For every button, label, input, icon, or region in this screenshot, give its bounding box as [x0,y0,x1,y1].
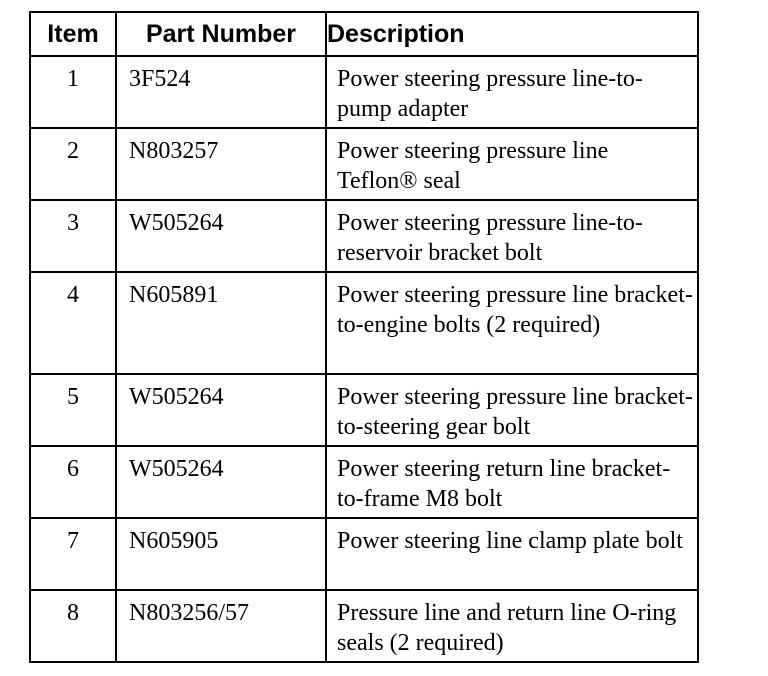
item-number: 8 [30,590,116,662]
table-row [30,518,698,590]
table-row [30,56,698,128]
description: Power steering pressure line-to-reservoir bracket bolt [326,200,698,272]
table-row [30,200,698,272]
item-number: 6 [30,446,116,518]
part-number: N803257 [116,128,326,200]
table-row [30,272,698,374]
description: Pressure line and return line O-ring seals (2 required) [326,590,698,662]
parts-table [29,11,699,663]
header-part-number: Part Number [116,12,326,56]
table-row [30,446,698,518]
table-row [30,128,698,200]
header-description: Description [326,12,698,56]
table-row [30,590,698,662]
item-number: 5 [30,374,116,446]
description: Power steering pressure line bracket-to-steering gear bolt [326,374,698,446]
item-number: 3 [30,200,116,272]
header-item: Item [30,12,116,56]
table-header-row [30,12,698,56]
part-number: W505264 [116,446,326,518]
item-number: 2 [30,128,116,200]
part-number: N605891 [116,272,326,374]
table-row [30,374,698,446]
description: Power steering pressure line Teflon® seal [326,128,698,200]
description: Power steering line clamp plate bolt [326,518,698,590]
description: Power steering return line bracket-to-frame M8 bolt [326,446,698,518]
item-number: 4 [30,272,116,374]
part-number: W505264 [116,200,326,272]
part-number: W505264 [116,374,326,446]
item-number: 1 [30,56,116,128]
part-number: N605905 [116,518,326,590]
item-number: 7 [30,518,116,590]
description: Power steering pressure line-to-pump adapter [326,56,698,128]
part-number: N803256/57 [116,590,326,662]
description: Power steering pressure line bracket-to-engine bolts (2 required) [326,272,698,374]
part-number: 3F524 [116,56,326,128]
